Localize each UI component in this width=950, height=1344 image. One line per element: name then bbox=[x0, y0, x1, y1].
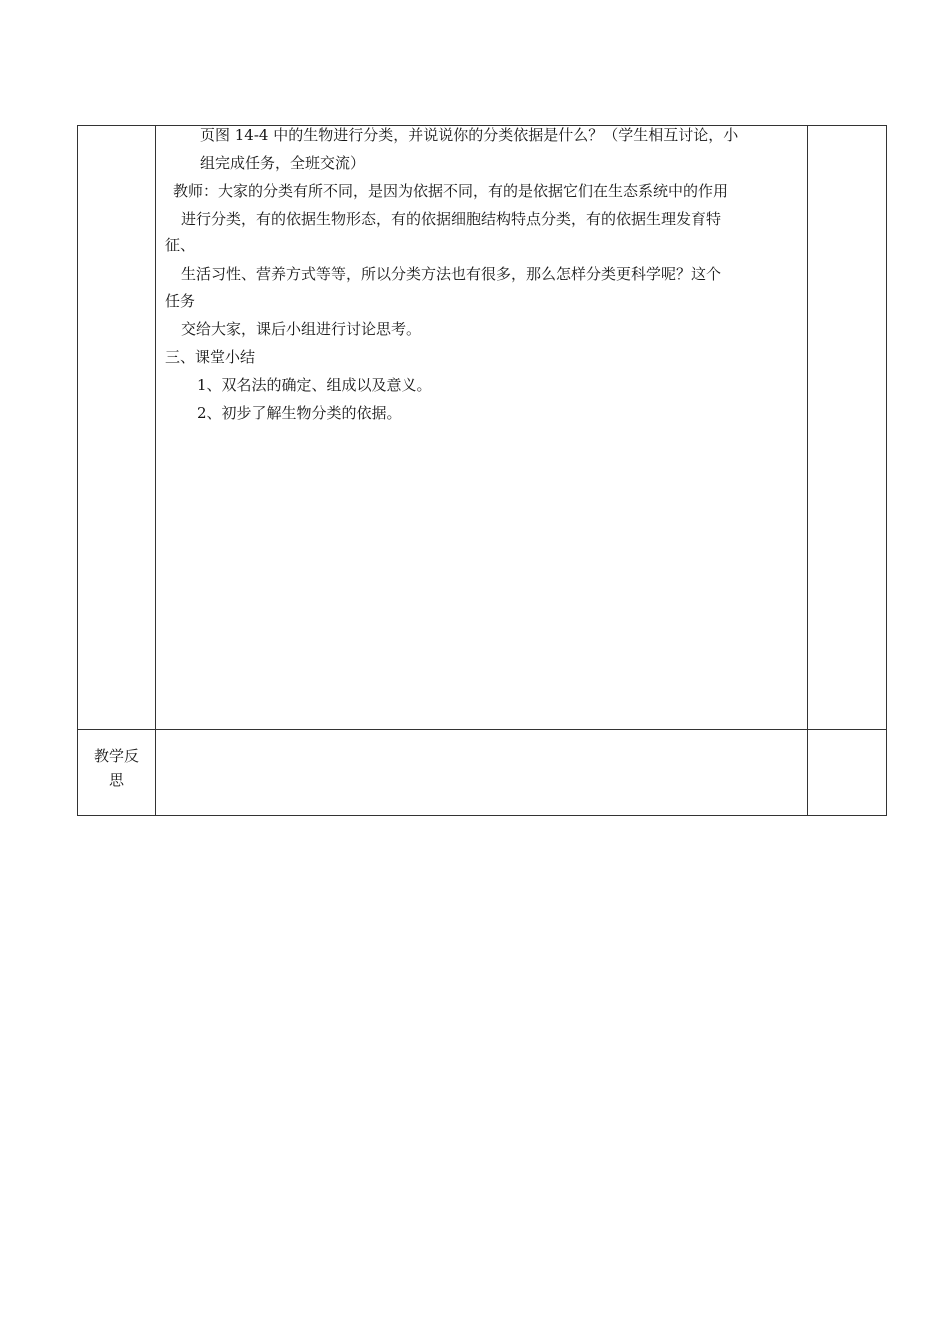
section-heading: 三、课堂小结 bbox=[165, 348, 256, 366]
content-line: 生活习性、营养方式等等，所以分类方法也有很多，那么怎样分类更科学呢？这个 bbox=[181, 265, 722, 283]
teaching-reflection-label bbox=[78, 730, 155, 816]
summary-item: 1、双名法的确定、组成以及意义。 bbox=[197, 376, 432, 394]
content-line: 组完成任务，全班交流） bbox=[200, 154, 366, 172]
reflection-label-line: 思 bbox=[108, 771, 124, 789]
summary-item: 2、初步了解生物分类的依据。 bbox=[197, 404, 402, 422]
lesson-plan-table bbox=[77, 125, 887, 816]
content-line: 交给大家，课后小组进行讨论思考。 bbox=[181, 320, 422, 338]
reflection-label-line: 教学反 bbox=[93, 747, 139, 765]
row-divider bbox=[78, 729, 886, 730]
teaching-content-cell bbox=[156, 126, 807, 729]
content-line: 征、 bbox=[165, 236, 196, 254]
column-divider-right bbox=[807, 126, 808, 815]
content-line: 任务 bbox=[165, 292, 196, 310]
content-line: 页图 14-4 中的生物进行分类，并说说你的分类依据是什么？（学生相互讨论，小 bbox=[200, 126, 739, 144]
content-line: 教师：大家的分类有所不同，是因为依据不同，有的是依据它们在生态系统中的作用 bbox=[173, 182, 729, 200]
content-line: 进行分类，有的依据生物形态，有的依据细胞结构特点分类，有的依据生理发育特 bbox=[181, 210, 722, 228]
